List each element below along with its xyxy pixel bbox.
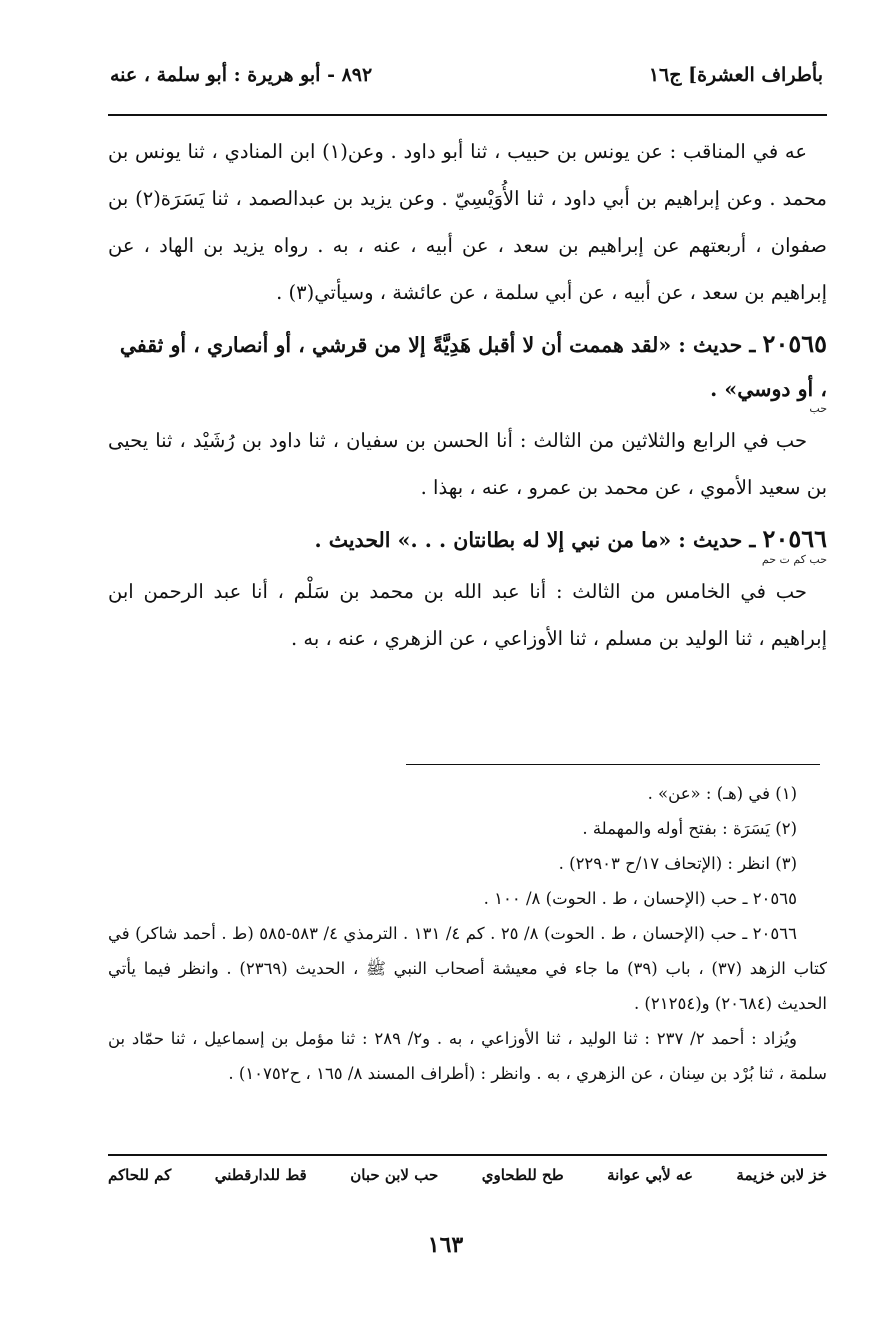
footnote-additions: ويُزاد : أحمد ٢/ ٢٣٧ : ثنا الوليد ، ثنا الأوزاعي ، به . و٢/ ٢٨٩ : ثنا مؤمل بن إسماعيل ، ثنا حمّاد بن سلمة ، ثنا بُرْد بن سِنان ، عن الزهري ، به . وانظر : (أطراف المسند ٨/ ١٦٥ ، ح١٠٧٥٢) . — [108, 1029, 827, 1083]
footnotes — [108, 776, 827, 1091]
hadith-20565 — [108, 322, 827, 411]
paragraph-2: حب في الرابع والثلاثين من الثالث : أنا الحسن بن سفيان ، ثنا داود بن رُشَيْد ، ثنا يحيى بن سعيد الأموي ، عن محمد بن عمرو ، عنه ، بهذا . — [108, 429, 827, 499]
header-rule — [108, 114, 827, 116]
footnote-separator — [406, 764, 820, 765]
footnote-2: (٢) يَسَرَة : بفتح أوله والمهملة . — [582, 819, 797, 838]
legend-item: حب لابن حبان — [350, 1166, 439, 1184]
footnote-source-20566: ٢٠٥٦٦ ـ حب (الإحسان ، ط . الحوت) ٨/ ٢٥ . كم ٤/ ١٣١ . الترمذي ٤/ ٥٨٣-٥٨٥ (ط . أحمد شاكر) في كتاب الزهد (٣٧) ، باب (٣٩) ما جاء في معيشة أصحاب النبي ﷺ ، الحديث (٢٣٦٩) . وانظر فيما يأتي الحديث (٢٠٦٨٤) و(٢١٢٥٤) . — [108, 924, 828, 1013]
footer-rule — [108, 1154, 827, 1156]
page-number: ١٦٣ — [427, 1232, 464, 1258]
hadith-sigla: حب كم ت حم — [761, 553, 827, 566]
legend-item: عه لأبي عوانة — [607, 1166, 693, 1184]
legend-item: كم للحاكم — [108, 1166, 172, 1184]
footnote-1: (١) في (هـ) : «عن» . — [647, 784, 797, 803]
footnote-3: (٣) انظر : (الإتحاف ١٧/ح ٢٢٩٠٣) . — [558, 854, 797, 873]
hadith-20566 — [108, 517, 827, 562]
paragraph-3: حب في الخامس من الثالث : أنا عبد الله بن محمد بن سَلْم ، أنا عبد الرحمن ابن إبراهيم ، ثنا الوليد بن مسلم ، ثنا الأوزاعي ، عن الزهري ، عنه ، به . — [108, 580, 827, 650]
abbreviation-legend — [108, 1166, 827, 1184]
hadith-text: ـ حديث : «لقد هممت أن لا أقبل هَدِيَّةً إلا من قرشي ، أو أنصاري ، أو ثقفي ، أو دوسي» . — [119, 333, 827, 401]
hadith-sigla: حب — [809, 402, 827, 415]
hadith-text: ـ حديث : «ما من نبي إلا له بطانتان . . .» الحديث . — [314, 528, 756, 552]
running-header — [110, 58, 823, 92]
paragraph-1: عه في المناقب : عن يونس بن حبيب ، ثنا أبو داود . وعن(١) ابن المنادي ، ثنا يونس بن محمد . وعن إبراهيم بن أبي داود ، ثنا الأُوَيْسِيّ . وعن يزيد بن عبدالصمد ، ثنا يَسَرَة(٢) بن صفوان ، أربعتهم عن إبراهيم بن سعد ، عن أبيه ، عنه ، به . رواه يزيد بن الهاد ، عن إبراهيم بن سعد ، عن أبيه ، عن أبي سلمة ، عن عائشة ، وسيأتي(٣) . — [108, 140, 828, 304]
footnote-source-20565: ٢٠٥٦٥ ـ حب (الإحسان ، ط . الحوت) ٨/ ١٠٠ . — [483, 889, 797, 908]
header-title: بأطراف العشرة] ج١٦ — [648, 64, 823, 86]
hadith-number: ٢٠٥٦٦ — [762, 524, 827, 553]
legend-item: خز لابن خزيمة — [736, 1166, 827, 1184]
hadith-number: ٢٠٥٦٥ — [762, 329, 827, 358]
header-section: ٨٩٢ - أبو هريرة : أبو سلمة ، عنه — [110, 64, 373, 86]
legend-item: طح للطحاوي — [481, 1166, 564, 1184]
main-text — [108, 128, 827, 662]
legend-item: قط للدارقطني — [214, 1166, 307, 1184]
